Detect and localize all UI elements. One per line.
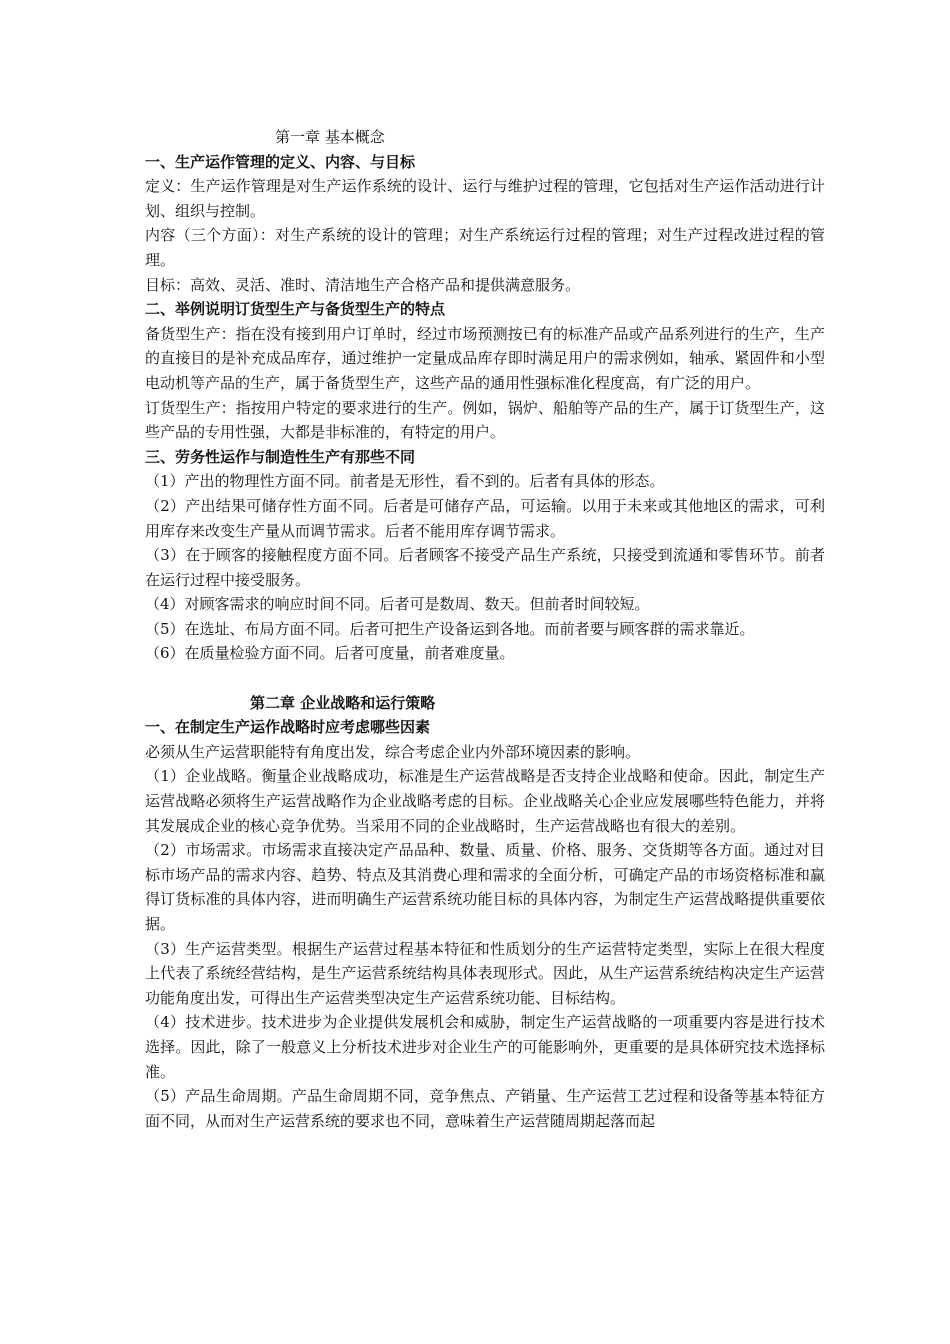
paragraph-make-to-order: 订货型生产：指按用户特定的要求进行的生产。例如，锅炉、船舶等产品的生产，属于订货型生产，这些产品的专用性强，大都是非标准的，有特定的用户。: [145, 398, 825, 442]
section-heading-1-1: 一、生产运作管理的定义、内容、与目标: [145, 152, 416, 171]
blank-line: [145, 666, 825, 691]
paragraph-intro: 必须从生产运营职能特有角度出发，综合考虑企业内外部环境因素的影响。: [145, 742, 641, 761]
paragraph-content: 内容（三个方面）：对生产系统的设计的管理；对生产系统运行过程的管理；对生产过程改进过程的管理。: [145, 226, 825, 269]
list-item: （1）企业战略。衡量企业战略成功，标准是生产运营战略是否支持企业战略和使命。因此，制定生产运营战略必须将生产运营战略作为企业战略考虑的目标。企业战略关心企业应发展哪些特色能力，并将其发展成企业的核心竞争优势。当采用不同的企业战略时，生产运营战略也有很大的差别。: [145, 767, 825, 835]
section-heading-1-3: 三、劳务性运作与制造性生产有那些不同: [145, 447, 416, 466]
document-body: [145, 125, 825, 1133]
list-item: （3）生产运营类型。根据生产运营过程基本特征和性质划分的生产运营特定类型，实际上在很大程度上代表了系统经营结构，是生产运营系统结构具体表现形式。因此，从生产运营系统结构决定生产运营功能角度出发，可得出生产运营类型决定生产运营系统功能、目标结构。: [145, 939, 825, 1007]
paragraph-goal: 目标：高效、灵活、准时、清洁地生产合格产品和提供满意服务。: [145, 275, 581, 294]
list-item: （1）产出的物理性方面不同。前者是无形性，看不到的。后者有具体的形态。: [145, 472, 665, 491]
paragraph-make-to-stock: 备货型生产：指在没有接到用户订单时，经过市场预测按已有的标准产品或产品系列进行的生产，生产的直接目的是补充成品库存，通过维护一定量成品库存即时满足用户的需求例如，轴承、紧固件和小型电动机等产品的生产，属于备货型生产，这些产品的通用性强标准化程度高，有广泛的用户。: [145, 324, 825, 392]
list-item: （5）产品生命周期。产品生命周期不同，竞争焦点、产销量、生产运营工艺过程和设备等基本特征方面不同，从而对生产运营系统的要求也不同，意味着生产运营随周期起落而起: [145, 1087, 825, 1130]
chapter-2-title: 第二章 企业战略和运行策略: [250, 693, 436, 712]
chapter-1-title: 第一章 基本概念: [275, 128, 385, 146]
section-heading-2-1: 一、在制定生产运作战略时应考虑哪些因素: [145, 718, 431, 737]
list-item: （2）市场需求。市场需求直接决定产品品种、数量、质量、价格、服务、交货期等各方面。通过对目标市场产品的需求内容、趋势、特点及其消费心理和需求的全面分析，可确定产品的市场资格标准和赢得订货标准的具体内容，进而明确生产运营系统功能目标的具体内容，为制定生产运营战略提供重要依据。: [145, 841, 825, 933]
list-item: （4）对顾客需求的响应时间不同。后者可是数周、数天。但前者时间较短。: [145, 595, 650, 614]
paragraph-definition: 定义：生产运作管理是对生产运作系统的设计、运行与维护过程的管理，它包括对生产运作活动进行计划、组织与控制。: [145, 177, 825, 220]
list-item: （3）在于顾客的接触程度方面不同。后者顾客不接受产品生产系统，只接受到流通和零售环节。前者在运行过程中接受服务。: [145, 546, 825, 589]
list-item: （4）技术进步。技术进步为企业提供发展机会和威胁，制定生产运营战略的一项重要内容是进行技术选择。因此，除了一般意义上分析技术进步对企业生产的可能影响外，更重要的是具体研究技术选择标准。: [145, 1013, 825, 1081]
list-item: （2）产出结果可储存性方面不同。后者是可储存产品，可运输。以用于未来或其他地区的需求，可利用库存来改变生产量从而调节需求。后者不能用库存调节需求。: [145, 496, 825, 540]
section-heading-1-2: 二、举例说明订货型生产与备货型生产的特点: [145, 300, 446, 319]
list-item: （6）在质量检验方面不同。后者可度量，前者难度量。: [145, 644, 515, 663]
list-item: （5）在选址、布局方面不同。后者可把生产设备运到各地。而前者要与顾客群的需求靠近。: [145, 619, 755, 638]
